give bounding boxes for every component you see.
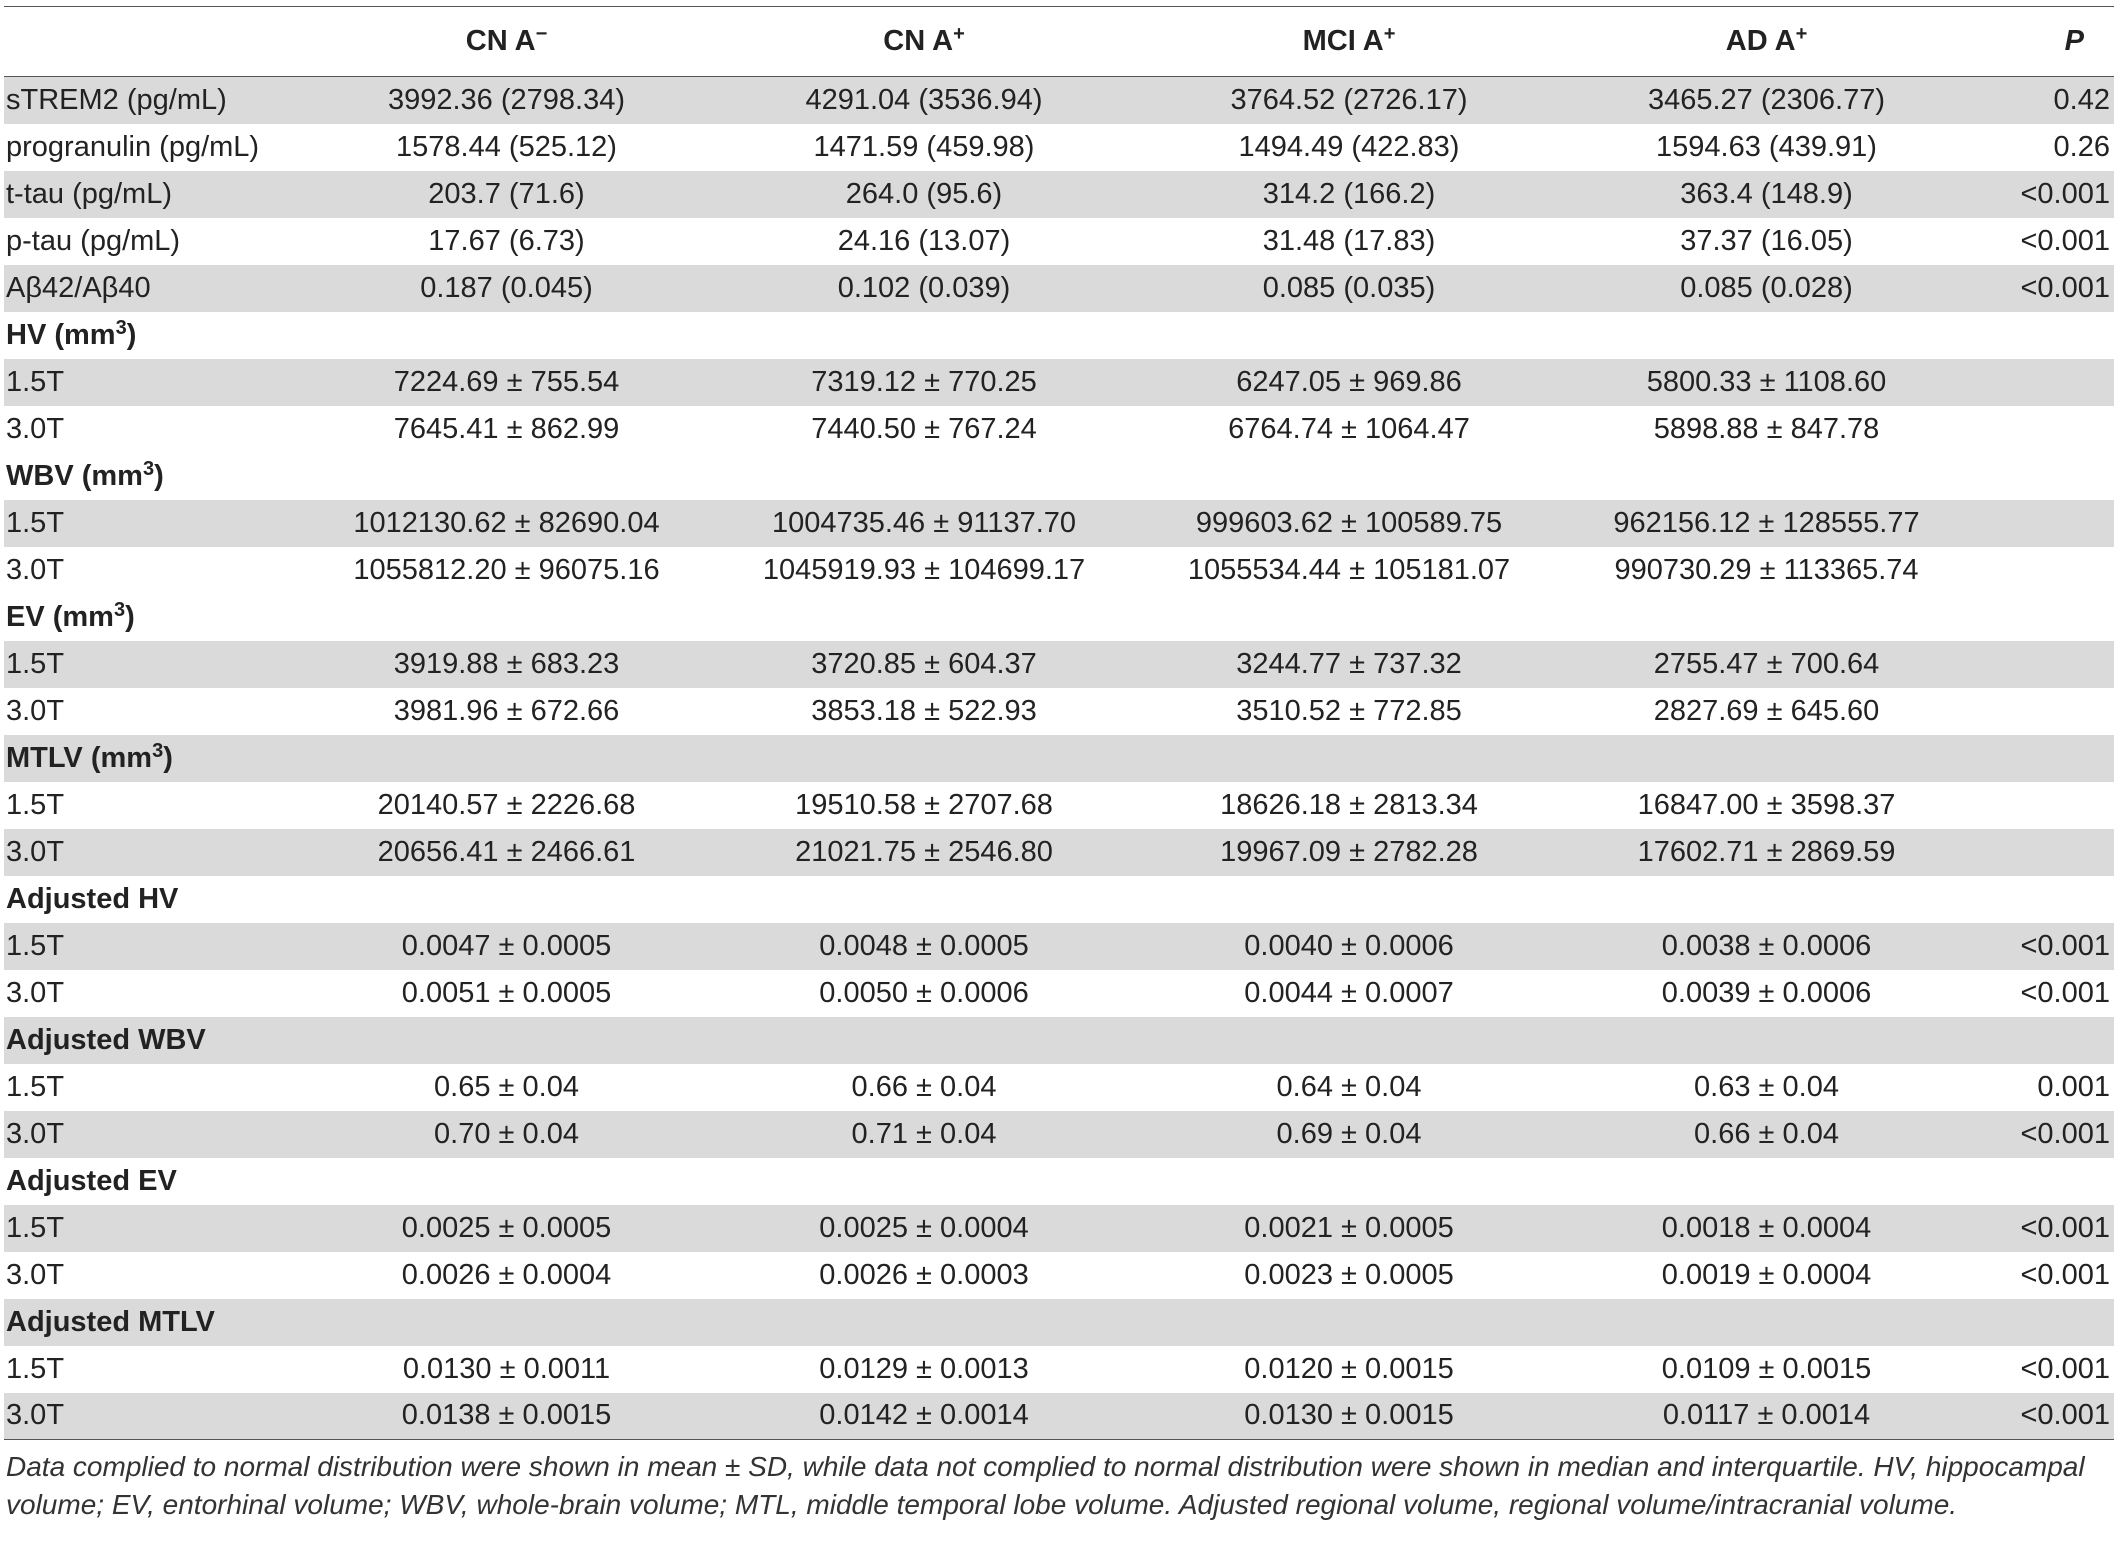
value-cell: 5898.88 ± 847.78 (1653, 412, 1880, 445)
value-cell: 0.0025 ± 0.0005 (401, 1211, 612, 1244)
header-ad-a-plus: AD A+ (1559, 7, 1974, 77)
value-cell: 0.0019 ± 0.0004 (1661, 1258, 1872, 1291)
header-p-value: P (1974, 7, 2114, 77)
table-row (4, 641, 2114, 688)
value-cell: 0.63 ± 0.04 (1694, 1070, 1839, 1103)
section-header-row (4, 876, 2114, 923)
value-cell: 999603.62 ± 100589.75 (1195, 506, 1503, 539)
table-row (4, 218, 2114, 265)
section-label-sup: 3 (152, 739, 164, 762)
row-label: 3.0T (6, 412, 65, 445)
value-cell: 2755.47 ± 700.64 (1653, 647, 1880, 680)
p-value-cell (1974, 829, 2114, 876)
p-value-cell (1974, 782, 2114, 829)
section-label-text: Adjusted EV (6, 1164, 177, 1197)
value-cell: 7319.12 ± 770.25 (811, 365, 1037, 398)
p-value-cell: <0.001 (2020, 1211, 2110, 1244)
table-row (4, 406, 2114, 453)
value-cell: 0.70 ± 0.04 (434, 1117, 579, 1150)
value-cell: 0.0039 ± 0.0006 (1661, 976, 1872, 1009)
value-cell: 3764.52 (2726.17) (1230, 83, 1468, 116)
row-label: 3.0T (6, 835, 65, 868)
row-label: sTREM2 (pg/mL) (6, 83, 227, 116)
value-cell: 3510.52 ± 772.85 (1236, 694, 1462, 727)
section-header-row (4, 453, 2114, 500)
row-label: 1.5T (6, 506, 65, 539)
table-row (4, 688, 2114, 735)
value-cell: 3244.77 ± 737.32 (1236, 647, 1462, 680)
section-label-text: EV (mm (6, 600, 114, 633)
value-cell: 17602.71 ± 2869.59 (1637, 835, 1896, 868)
row-label: 1.5T (6, 788, 65, 821)
row-label: 3.0T (6, 1258, 65, 1291)
row-label: 3.0T (6, 553, 65, 586)
p-value-cell (1974, 641, 2114, 688)
value-cell: 17.67 (6.73) (428, 224, 585, 257)
value-cell: 1578.44 (525.12) (396, 130, 617, 163)
table-row (4, 829, 2114, 876)
p-value-cell (1974, 500, 2114, 547)
p-value-cell: <0.001 (2020, 929, 2110, 962)
value-cell: 0.0044 ± 0.0007 (1244, 976, 1454, 1009)
value-cell: 0.0047 ± 0.0005 (401, 929, 612, 962)
value-cell: 3853.18 ± 522.93 (811, 694, 1037, 727)
p-value-cell: <0.001 (2020, 1258, 2110, 1291)
value-cell: 0.102 (0.039) (837, 271, 1011, 304)
table-row (4, 1064, 2114, 1111)
value-cell: 3981.96 ± 672.66 (393, 694, 620, 727)
value-cell: 0.0130 ± 0.0011 (402, 1352, 611, 1385)
table-row (4, 1346, 2114, 1393)
value-cell: 4291.04 (3536.94) (805, 83, 1043, 116)
table-row (4, 124, 2114, 171)
value-cell: 0.71 ± 0.04 (851, 1117, 997, 1150)
p-value-cell: <0.001 (2020, 224, 2110, 257)
p-value-cell: <0.001 (2020, 271, 2110, 304)
section-label-close: ) (125, 600, 135, 633)
p-value-cell (1974, 547, 2114, 594)
value-cell: 2827.69 ± 645.60 (1653, 694, 1880, 727)
value-cell: 0.0018 ± 0.0004 (1661, 1211, 1872, 1244)
row-label: 1.5T (6, 1352, 65, 1385)
row-label: 3.0T (4, 1393, 304, 1440)
value-cell: 6764.74 ± 1064.47 (1228, 412, 1470, 445)
section-label-text: Adjusted MTLV (6, 1305, 215, 1338)
value-cell: 203.7 (71.6) (428, 177, 585, 210)
header-mci-a-plus: MCI A+ (1139, 7, 1559, 77)
section-label-close: ) (163, 741, 173, 774)
table-row (4, 171, 2114, 218)
section-label-close: ) (126, 318, 137, 351)
section-label-text: Adjusted HV (6, 882, 179, 915)
section-header-row (4, 1299, 2114, 1346)
section-label-sup: 3 (113, 598, 126, 621)
value-cell: 1012130.62 ± 82690.04 (353, 506, 660, 539)
table-row (4, 547, 2114, 594)
value-cell: 21021.75 ± 2546.80 (795, 835, 1053, 868)
header-cn-a-minus: CN A− (304, 7, 709, 77)
value-cell: 0.0138 ± 0.0015 (304, 1393, 709, 1440)
value-cell: 1055812.20 ± 96075.16 (353, 553, 660, 586)
table-row (4, 265, 2114, 312)
value-cell: 7645.41 ± 862.99 (393, 412, 620, 445)
section-label-sup: 3 (115, 316, 127, 339)
p-value-cell: 0.26 (2053, 130, 2110, 163)
value-cell: 3720.85 ± 604.37 (811, 647, 1037, 680)
row-label: t-tau (pg/mL) (6, 177, 172, 210)
row-label: 1.5T (6, 365, 65, 398)
row-label: Aβ42/Aβ40 (6, 271, 151, 304)
section-label (4, 1158, 2114, 1205)
section-label-text: Adjusted WBV (6, 1023, 206, 1056)
value-cell: 0.0048 ± 0.0005 (819, 929, 1029, 962)
value-cell: 0.0109 ± 0.0015 (1661, 1352, 1872, 1385)
value-cell: 31.48 (17.83) (1262, 224, 1436, 257)
section-label (4, 1299, 2114, 1346)
table-row (4, 77, 2114, 124)
table-row (4, 1393, 2114, 1440)
table-footnote: Data complied to normal distribution were shown in mean ± SD, while data not complied to normal distribution were shown in median and interquartile. HV, hippocampal volume; EV, entorhinal volume; WBV, whole-brain volume; MTL, middle temporal lobe volume. Adjusted regional volume, regional volume/intracranial volume. (6, 1451, 2085, 1520)
header-label-cell (4, 7, 304, 77)
value-cell: 0.085 (0.028) (1680, 271, 1853, 304)
value-cell: 0.0129 ± 0.0013 (819, 1352, 1029, 1385)
table-row (4, 500, 2114, 547)
section-header-row (4, 1017, 2114, 1064)
value-cell: 5800.33 ± 1108.60 (1646, 365, 1887, 398)
row-label: progranulin (pg/mL) (6, 130, 260, 163)
value-cell: 0.0026 ± 0.0004 (401, 1258, 612, 1291)
value-cell: 1494.49 (422.83) (1238, 130, 1460, 163)
value-cell: 0.0026 ± 0.0003 (819, 1258, 1029, 1291)
row-label: 1.5T (6, 1070, 65, 1103)
p-value-cell (1974, 688, 2114, 735)
value-cell: 0.0025 ± 0.0004 (819, 1211, 1029, 1244)
section-header-row (4, 735, 2114, 782)
value-cell: 0.187 (0.045) (420, 271, 593, 304)
value-cell: 7224.69 ± 755.54 (393, 365, 620, 398)
value-cell: 1045919.93 ± 104699.17 (762, 553, 1086, 586)
value-cell: 24.16 (13.07) (837, 224, 1011, 257)
section-label (4, 594, 2114, 641)
row-label: 3.0T (6, 1117, 65, 1150)
section-label-text: MTLV (mm (6, 741, 153, 774)
value-cell: 314.2 (166.2) (1262, 177, 1436, 210)
section-label (4, 312, 2114, 359)
table-figure (4, 0, 2114, 1524)
row-label: p-tau (pg/mL) (6, 224, 181, 257)
p-value-cell: <0.001 (2020, 976, 2110, 1009)
value-cell: 264.0 (95.6) (845, 177, 1003, 210)
value-cell: 0.0023 ± 0.0005 (1244, 1258, 1454, 1291)
table-row (4, 1205, 2114, 1252)
p-value-cell (1974, 406, 2114, 453)
section-label-sup: 3 (142, 457, 155, 480)
p-value-cell: <0.001 (2020, 1352, 2110, 1385)
value-cell: 18626.18 ± 2813.34 (1220, 788, 1478, 821)
value-cell: 1594.63 (439.91) (1656, 130, 1877, 163)
section-label-close: ) (154, 459, 164, 492)
value-cell: 0.0142 ± 0.0014 (709, 1393, 1139, 1440)
section-label (4, 453, 2114, 500)
value-cell: 3992.36 (2798.34) (387, 83, 626, 116)
p-value-cell: <0.001 (2020, 177, 2110, 210)
section-label (4, 876, 2114, 923)
value-cell: 363.4 (148.9) (1680, 177, 1853, 210)
value-cell: 0.0038 ± 0.0006 (1661, 929, 1872, 962)
value-cell: 19967.09 ± 2782.28 (1220, 835, 1478, 868)
p-value-cell (1974, 359, 2114, 406)
value-cell: 20140.57 ± 2226.68 (377, 788, 636, 821)
value-cell: 1055534.44 ± 105181.07 (1187, 553, 1511, 586)
value-cell: 37.37 (16.05) (1680, 224, 1853, 257)
p-value-cell: <0.001 (1974, 1393, 2114, 1440)
section-label (4, 1017, 2114, 1064)
value-cell: 962156.12 ± 128555.77 (1613, 506, 1920, 539)
value-cell: 0.0050 ± 0.0006 (819, 976, 1029, 1009)
value-cell: 0.0021 ± 0.0005 (1244, 1211, 1454, 1244)
demographics-table (4, 6, 2114, 1440)
table-row (4, 782, 2114, 829)
table-row (4, 923, 2114, 970)
value-cell: 0.0117 ± 0.0014 (1559, 1393, 1974, 1440)
value-cell: 1471.59 (459.98) (813, 130, 1035, 163)
value-cell: 7440.50 ± 767.24 (811, 412, 1037, 445)
value-cell: 1004735.46 ± 91137.70 (771, 506, 1077, 539)
header-cn-a-plus: CN A+ (709, 7, 1139, 77)
table-row (4, 970, 2114, 1017)
value-cell: 0.69 ± 0.04 (1276, 1117, 1422, 1150)
value-cell: 0.0040 ± 0.0006 (1244, 929, 1454, 962)
table-body (4, 77, 2114, 1440)
value-cell: 0.64 ± 0.04 (1276, 1070, 1422, 1103)
value-cell: 0.66 ± 0.04 (851, 1070, 997, 1103)
section-label-text: WBV (mm (6, 459, 143, 492)
table-row (4, 1252, 2114, 1299)
section-header-row (4, 594, 2114, 641)
value-cell: 20656.41 ± 2466.61 (377, 835, 636, 868)
row-label: 3.0T (6, 694, 65, 727)
value-cell: 3919.88 ± 683.23 (393, 647, 620, 680)
section-header-row (4, 1158, 2114, 1205)
value-cell: 0.0130 ± 0.0015 (1139, 1393, 1559, 1440)
section-header-row (4, 312, 2114, 359)
value-cell: 0.085 (0.035) (1262, 271, 1436, 304)
row-label: 1.5T (6, 1211, 65, 1244)
row-label: 1.5T (6, 647, 65, 680)
row-label: 3.0T (6, 976, 65, 1009)
value-cell: 990730.29 ± 113365.74 (1614, 553, 1919, 586)
table-row (4, 359, 2114, 406)
section-label-text: HV (mm (6, 318, 116, 351)
p-value-cell: <0.001 (2020, 1117, 2110, 1150)
value-cell: 19510.58 ± 2707.68 (795, 788, 1053, 821)
section-label (4, 735, 2114, 782)
table-row (4, 1111, 2114, 1158)
value-cell: 0.66 ± 0.04 (1694, 1117, 1839, 1150)
table-header-row (4, 7, 2114, 77)
value-cell: 3465.27 (2306.77) (1647, 83, 1886, 116)
p-value-cell: 0.001 (2037, 1070, 2110, 1103)
value-cell: 0.0051 ± 0.0005 (401, 976, 612, 1009)
value-cell: 0.65 ± 0.04 (434, 1070, 579, 1103)
row-label: 1.5T (6, 929, 65, 962)
value-cell: 16847.00 ± 3598.37 (1637, 788, 1896, 821)
p-value-cell: 0.42 (2053, 83, 2110, 116)
value-cell: 0.0120 ± 0.0015 (1244, 1352, 1454, 1385)
value-cell: 6247.05 ± 969.86 (1236, 365, 1462, 398)
